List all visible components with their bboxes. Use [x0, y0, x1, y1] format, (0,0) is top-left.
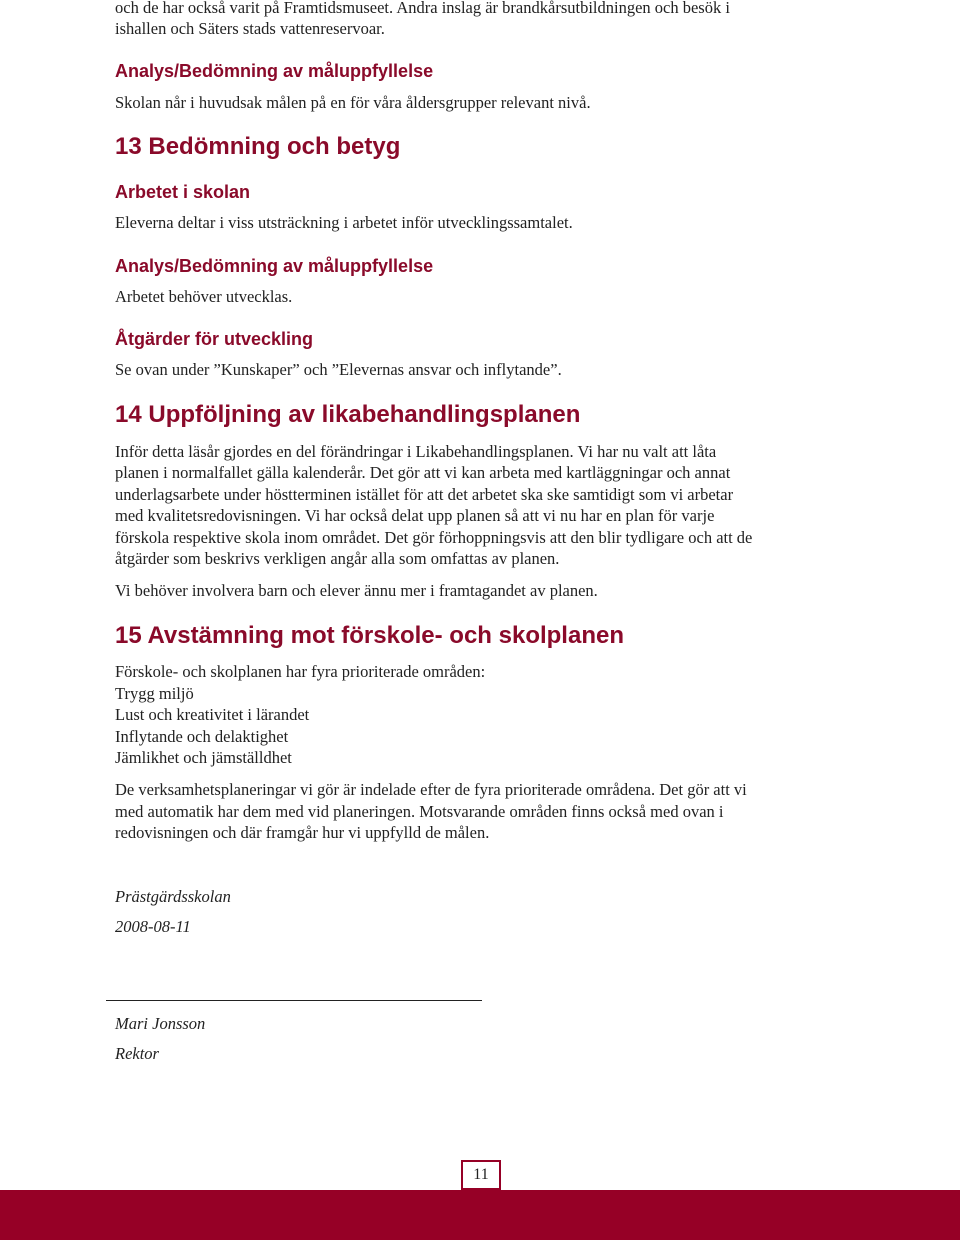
section-15-paragraph-line: De verksamhetsplaneringar vi gör är indelade efter de fyra prioriterade områdena. Det gör att vi: [115, 780, 747, 799]
analys-text-1: Skolan når i huvudsak målen på en för våra åldersgrupper relevant nivå.: [115, 93, 591, 112]
section-14-line: Inför detta läsår gjordes en del förändringar i Likabehandlingsplanen. Vi har nu valt att låta: [115, 442, 717, 461]
top-paragraph-line-1: och de har också varit på Framtidsmuseet. Andra inslag är brandkårsutbildningen och besök i: [115, 0, 730, 17]
arbetet-text: Eleverna deltar i viss utsträckning i arbetet inför utvecklingssamtalet.: [115, 213, 573, 232]
signature-school: Prästgärdsskolan: [115, 887, 231, 906]
section-13-heading: 13 Bedömning och betyg: [115, 133, 401, 160]
analys-heading-1: Analys/Bedömning av måluppfyllelse: [115, 61, 434, 81]
signature-date: 2008-08-11: [115, 917, 191, 936]
atgarder-heading: Åtgärder för utveckling: [115, 329, 314, 349]
footer-bar: [0, 1190, 960, 1240]
page-number: 11: [461, 1160, 501, 1190]
analys-text-2: Arbetet behöver utvecklas.: [115, 287, 293, 306]
section-14-line: planen i normalfallet gälla kalenderår. Det gör att vi kan arbeta med kartläggningar och annat: [115, 463, 731, 482]
signature-name: Mari Jonsson: [115, 1014, 206, 1033]
section-15-line: Inflytande och delaktighet: [115, 727, 289, 746]
section-15-paragraph-line: med automatik har dem med vid planeringen. Motsvarande områden finns också med ovan i: [115, 802, 724, 821]
top-paragraph-line-2: ishallen och Säters stads vattenreservoar.: [115, 19, 385, 38]
section-14-heading: 14 Uppföljning av likabehandlingsplanen: [115, 401, 581, 428]
section-15-line: Lust och kreativitet i lärandet: [115, 705, 310, 724]
section-14-line: förskola respektive skola inom området. Det gör förhoppningsvis att den blir tydligare och att de: [115, 528, 753, 547]
signature-line: [106, 1000, 482, 1001]
atgarder-text: Se ovan under ”Kunskaper” och ”Elevernas ansvar och inflytande”.: [115, 360, 562, 379]
section-14-line: åtgärder som beskrivs verkligen angår alla som omfattas av planen.: [115, 549, 560, 568]
section-14-line: underlagsarbete under höstterminen istället för att det arbetet ska ske samtidigt som vi arbetar: [115, 485, 734, 504]
section-15-line: Jämlikhet och jämställdhet: [115, 748, 292, 767]
section-14-closing: Vi behöver involvera barn och elever ännu mer i framtagandet av planen.: [115, 581, 598, 600]
arbetet-heading: Arbetet i skolan: [115, 182, 251, 202]
section-15-heading: 15 Avstämning mot förskole- och skolplanen: [115, 622, 624, 649]
section-15-line: Trygg miljö: [115, 684, 194, 703]
analys-heading-2: Analys/Bedömning av måluppfyllelse: [115, 256, 434, 276]
section-15-paragraph-line: redovisningen och där framgår hur vi uppfylld de målen.: [115, 823, 490, 842]
signature-title: Rektor: [115, 1044, 159, 1063]
section-14-line: med kvalitetsredovisningen. Vi har också delat upp planen så att vi nu har en plan för varje: [115, 506, 715, 525]
section-15-line: Förskole- och skolplanen har fyra prioriterade områden:: [115, 662, 486, 681]
